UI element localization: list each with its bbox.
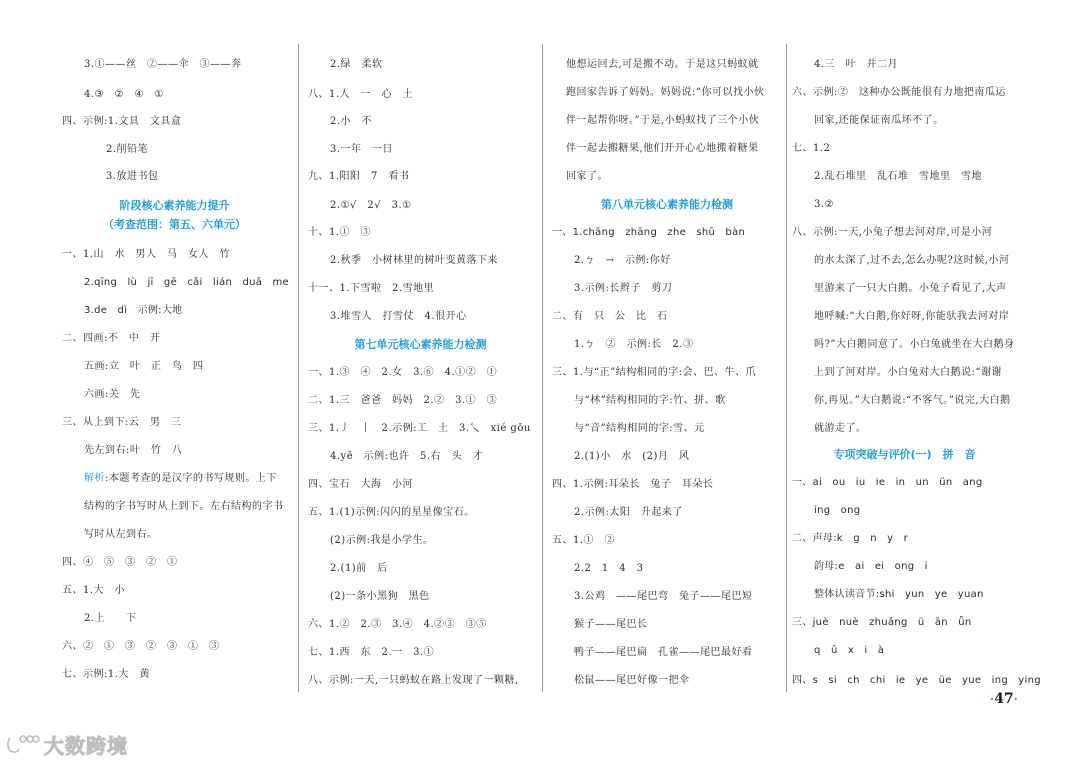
answer-line: 整体认读音节:shi yun ye yuan	[814, 589, 984, 600]
answer-line: 与“林”结构相同的字:竹、拼、歌	[574, 395, 726, 406]
watermark-logo-icon	[6, 732, 40, 756]
answer-line: 2.秋季 小树林里的树叶变黄落下来	[330, 255, 499, 266]
answer-line: 2.(1)前 后	[330, 563, 388, 574]
answer-line: 七、1.2	[792, 143, 831, 154]
answer-line: 一、1.山 水 男人 马 女人 竹	[62, 249, 231, 260]
answer-line: 四、宝石 大海 小河	[308, 479, 413, 490]
answer-line: 五、1.(1)示例:闪闪的星星像宝石。	[308, 507, 475, 518]
answer-line: 2.上 下	[84, 613, 137, 624]
column-divider	[298, 44, 299, 692]
answer-line: 2.示例:太阳 升起来了	[574, 507, 683, 518]
answer-line: 十、1.① ③	[308, 227, 372, 238]
answer-line: 2.ㄅ → 示例:你好	[574, 255, 671, 266]
answer-line: 九、1.阳阳 7 看书	[308, 171, 410, 182]
answer-line: 2.①√ 2√ 3.①	[330, 200, 412, 211]
section-subheading: （考查范围：第五、六单元）	[103, 218, 246, 231]
answer-line: 3.一年 一日	[330, 144, 394, 155]
section-heading: 阶段核心素养能力提升	[119, 199, 230, 212]
analysis-label: 解析	[84, 473, 105, 484]
answer-line: 3.公鸡 ——尾巴弯 兔子——尾巴短	[574, 591, 753, 602]
answer-line: 4.yě 示例:也许 5.右 头 才	[330, 451, 484, 462]
analysis-line	[84, 472, 277, 486]
answer-line: 十一、1.下雪啦 2.雪地里	[308, 283, 435, 294]
answer-line: 五、1.大 小	[62, 585, 126, 596]
answer-line: 吗?”大白鹅同意了。小白兔就坐在大白鹅身	[814, 339, 1015, 350]
answer-line: 六、② ① ③ ② ③ ① ③	[62, 641, 220, 652]
analysis-text: :本题考查的是汉字的书写规则。上下	[105, 473, 277, 484]
answer-line: 3.①——丝 ②——伞 ③——奔	[84, 59, 242, 70]
answer-line: 2.2 1 4 3	[574, 563, 644, 574]
answer-line: 一、1.③ ④ 2.女 3.⑥ 4.①② ①	[308, 367, 498, 378]
answer-line: 先左到右:叶 竹 八	[84, 445, 183, 456]
answer-line: 2.qīng lù jī gē cǎi lián duǎ me	[84, 277, 289, 288]
answer-line: 韵母:e ai ei ong i	[814, 561, 928, 572]
answer-line: 4.三 叶 并二月	[814, 59, 899, 70]
answer-line: 回家了。	[566, 171, 608, 182]
page-number: ·47·	[990, 691, 1018, 707]
answer-line: 四、④ ⑤ ③ ② ①	[62, 557, 178, 568]
answer-line: 六画:关 先	[84, 389, 141, 400]
answer-line: (2)示例:我是小学生。	[330, 535, 434, 546]
answer-line: 六、1.② 2.③ 3.④ 4.②③ ③⑤	[308, 619, 487, 630]
answer-line: 跑回家告诉了妈妈。妈妈说:“你可以找小伙	[566, 87, 765, 98]
answer-line: 3.堆雪人 打雪仗 4.很开心	[330, 311, 467, 322]
answer-line: 鸭子——尾巴扁 孔雀——尾巴最好看	[574, 647, 753, 658]
answer-line: 与“音”结构相同的字:雪、元	[574, 423, 705, 434]
answer-line: 回家,还能保证南瓜坏不了。	[814, 115, 944, 126]
answer-line: 一、ai ou iu ie in un ün ang	[792, 477, 983, 488]
answer-line: 3.示例:长辫子 剪刀	[574, 283, 673, 294]
answer-line: 他想运回去,可是搬不动。于是这只蚂蚁就	[566, 59, 759, 70]
answer-line: 一、1.chāng zhāng zhe shū bàn	[552, 227, 746, 238]
answer-line: 八、示例:一天,小兔子想去河对岸,可是小河	[792, 227, 993, 238]
page-number-value: 47	[994, 691, 1014, 707]
answer-line: 地呼喊:“大白鹅,你好呀,你能驮我去河对岸	[814, 311, 1010, 322]
answer-line: 3.②	[814, 199, 835, 210]
answer-line: 五画:立 叶 正 鸟 四	[84, 361, 204, 372]
answer-line: 3.de dì 示例:大地	[84, 305, 183, 316]
answer-line: 五、1.① ②	[552, 535, 616, 546]
answer-line: 二、1.三 爸爸 妈妈 2.② 3.① ③	[308, 395, 498, 406]
answer-line: 就游走了。	[814, 423, 867, 434]
answer-line: 的水太深了,过不去,怎么办呢?这时候,小河	[814, 255, 1010, 266]
answer-line: 结构的字书写时从上到下。左右结构的字书	[84, 501, 284, 512]
answer-line: 二、四画:不 中 开	[62, 333, 161, 344]
answer-line: 三、从上到下:云 男 三	[62, 417, 182, 428]
answer-line: 八、1.人 一 心 土	[308, 89, 414, 100]
section-heading: 第八单元核心素养能力检测	[601, 198, 733, 211]
answer-line: ing ong	[814, 505, 861, 516]
answer-line: 四、1.示例:耳朵长 兔子 耳朵长	[552, 479, 714, 490]
answer-line: 三、1.丿 丨 2.示例:工 土 3.乀 xié gōu	[308, 423, 531, 434]
answer-line: 猴子——尾巴长	[574, 619, 648, 630]
answer-line: 八、示例:一天,一只蚂蚁在路上发现了一颗糖,	[308, 675, 519, 686]
answer-line: q ū x i à	[814, 645, 885, 656]
answer-line: 三、1.与“正”结构相同的字:会、巴、牛、爪	[552, 367, 757, 378]
answer-line: 1.ㄅ ② 示例:长 2.③	[574, 339, 694, 350]
watermark	[6, 730, 128, 758]
answer-line: 伴一起去搬糖果,他们开开心心地搬着糖果	[566, 143, 759, 154]
answer-line: 伴一起帮你呀。”于是,小蚂蚁找了三个小伙	[566, 115, 760, 126]
answer-line: 松鼠——尾巴好像一把伞	[574, 675, 690, 686]
answer-line: 里游来了一只大白鹅。小兔子看见了,大声	[814, 283, 1007, 294]
answer-line: (2)一条小黑狗 黑色	[330, 591, 430, 602]
column-divider	[786, 44, 787, 692]
answer-line: 上到了河对岸。小白兔对大白鹅说:“谢谢	[814, 367, 1002, 378]
answer-line: 写时从左到右。	[84, 529, 158, 540]
answer-line: 二、有 只 公 比 石	[552, 311, 668, 322]
answer-line: 3.放进书包	[106, 171, 159, 182]
answer-line: 四、s si ch chi ie ye üe yue ing ying	[792, 675, 1041, 686]
answer-line: 2.绿 柔软	[330, 59, 383, 70]
answer-line: 四、示例:1.文具 文具盒	[62, 116, 182, 127]
answer-line: 2.乱石堆里 乱石堆 雪地里 雪地	[814, 171, 983, 182]
answer-line: 4.③ ② ④ ①	[84, 89, 164, 100]
answer-line: 2.削铅笔	[106, 144, 149, 155]
answer-line: 三、juè nuè zhuǎng ü ān ǖn	[792, 617, 972, 628]
section-heading: 第七单元核心素养能力检测	[354, 338, 487, 351]
answer-line: 2.小 不	[330, 116, 373, 127]
section-heading: 专项突破与评价(一) 拼 音	[833, 448, 976, 461]
answer-line: 七、示例:1.大 黄	[62, 669, 150, 680]
answer-line: 七、1.西 东 2.一 3.①	[308, 647, 435, 658]
column-divider	[542, 44, 543, 692]
answer-line: 六、示例:② 这种办公既能很有力地把南瓜运	[792, 87, 1006, 98]
answer-line: 2.(1)小 水 (2)月 风	[574, 451, 690, 462]
answer-line: 二、声母:k g n y r	[792, 533, 909, 544]
watermark-text: 大数跨境	[44, 733, 128, 758]
answer-line: 你,再见。”大白鹅说:“不客气。”说完,大白鹅	[814, 395, 1011, 406]
